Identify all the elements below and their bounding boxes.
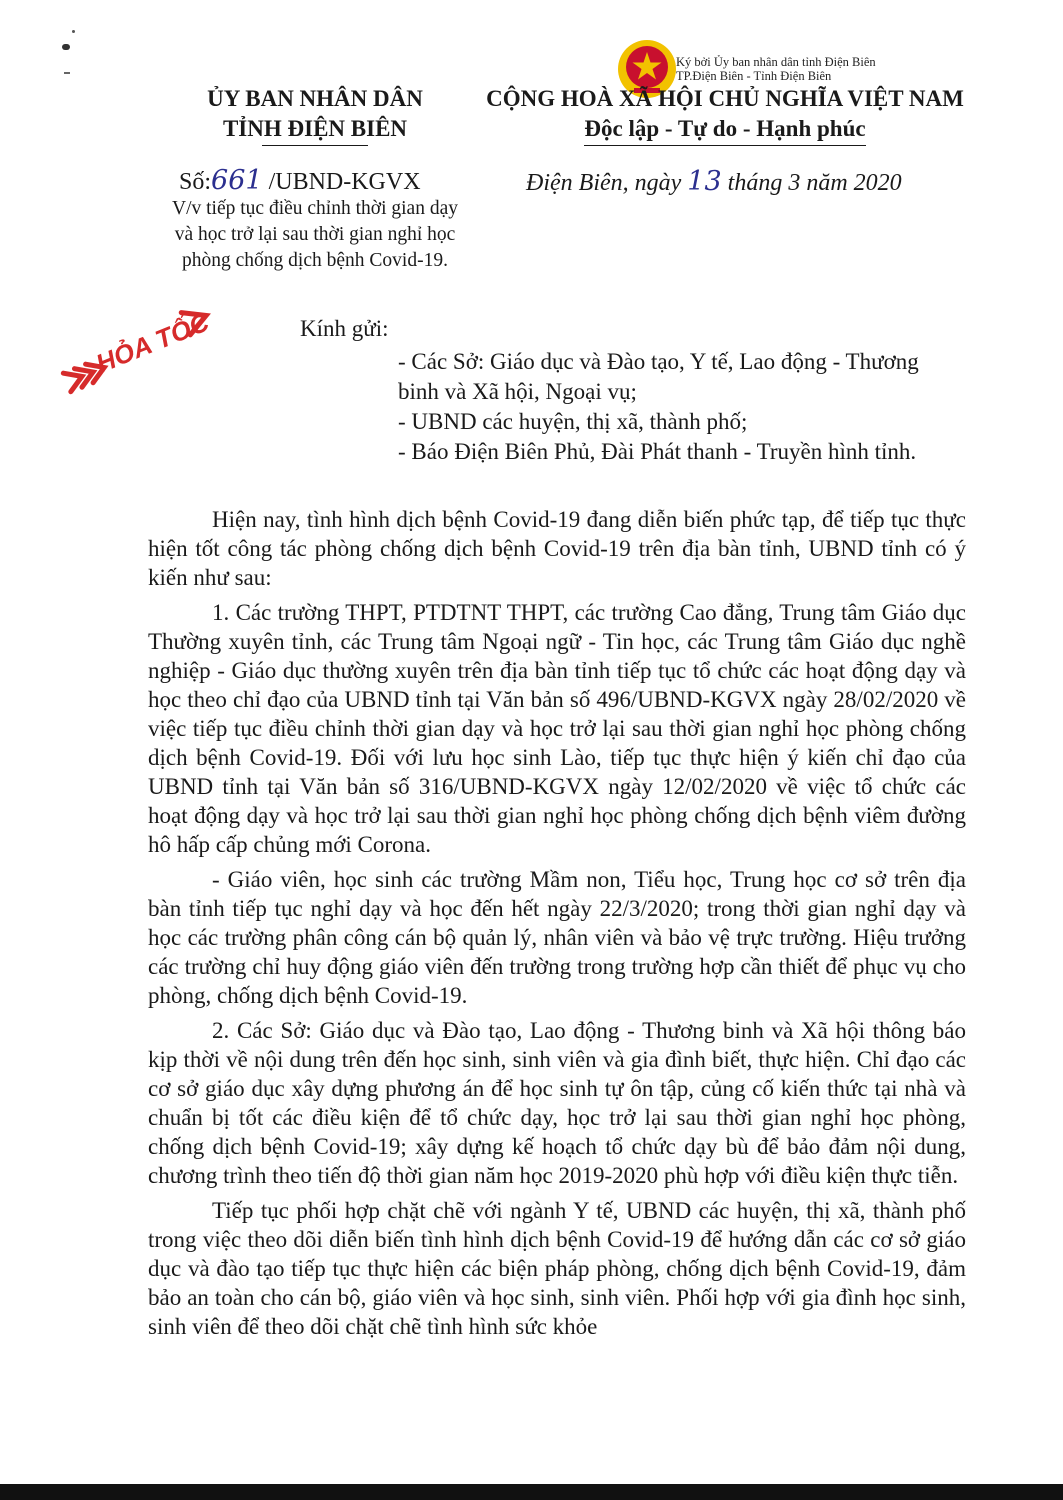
subject-line-1: V/v tiếp tục điều chỉnh thời gian dạy [172,198,458,219]
recipient-item: binh và Xã hội, Ngoại vụ; [398,379,637,404]
issuer-divider [262,145,368,146]
document-subject [150,196,480,274]
date-suffix: tháng 3 năm 2020 [727,170,902,196]
salutation: Kính gửi: [300,316,389,341]
issuer-header [150,84,480,144]
signature-line-1: Ký bởi Ủy ban nhân dân tỉnh Điện Biên [676,55,876,69]
issuer-line-2: TỈNH ĐIỆN BIÊN [222,116,408,141]
recipient-item: - UBND các huyện, thị xã, thành phố; [398,409,748,434]
subject-line-2: và học trở lại sau thời gian nghỉ học [174,224,456,245]
doc-number-suffix: /UBND-KGVX [268,169,421,195]
nation-title: CỘNG HOÀ XÃ HỘI CHỦ NGHĨA VIỆT NAM [486,86,964,111]
recipient-item: - Báo Điện Biên Phủ, Đài Phát thanh - Truyền hình tỉnh. [398,439,917,464]
date-prefix: Điện Biên, ngày [526,170,682,196]
signature-line-2: TP.Điện Biên - Tỉnh Điện Biên [676,69,832,83]
doc-number-handwritten: 661 [211,165,263,196]
doc-number-prefix: Số: [179,169,212,195]
urgent-stamp [42,288,252,408]
date-handwritten-day: 13 [687,166,722,197]
digital-signature-note [676,55,876,83]
document-date [526,166,902,197]
body-paragraph: Tiếp tục phối hợp chặt chẽ với ngành Y tế, UBND các huyện, thị xã, thành phố trong việc theo dõi diễn biến tình hình dịch bệnh Covid-19 để hướng dẫn các cơ sở giáo dục và đào tạo tiếp tục thực hiện các biện pháp phòng, chống dịch bệnh Covid-19, đảm bảo an toàn cho cán bộ, giáo viên và học sinh, sinh viên. Phối hợp với gia đình học sinh, sinh viên để theo dõi chặt chẽ tình hình sức khỏe [148,1198,966,1339]
body-paragraph: - Giáo viên, học sinh các trường Mầm non, Tiểu học, Trung học cơ sở trên địa bàn tỉnh tiếp tục nghỉ dạy và học đến hết ngày 22/3/2020; trong thời gian nghỉ dạy và học các trường phân công cán bộ quản lý, nhân viên và bảo vệ trực trường. Hiệu trưởng các trường chỉ huy động giáo viên đến trường trong trường hợp cần thiết để phục vụ cho phòng, chống dịch bệnh Covid-19. [148,867,966,1008]
nation-motto: Độc lập - Tự do - Hạnh phúc [584,114,865,146]
recipient-list [398,347,978,467]
document-number [179,165,421,196]
scan-bottom-edge [0,1484,1063,1500]
body-paragraph: Hiện nay, tình hình dịch bệnh Covid-19 đang diễn biến phức tạp, để tiếp tục thực hiện tốt công tác phòng chống dịch bệnh Covid-19 trên địa bàn tỉnh, UBND tỉnh có ý kiến như sau: [148,507,966,590]
document-body [148,505,966,1347]
body-paragraph: 2. Các Sở: Giáo dục và Đào tạo, Lao động - Thương binh và Xã hội thông báo kịp thời về nội dung trên đến học sinh, sinh viên và gia đình biết, thực hiện. Chỉ đạo các cơ sở giáo dục xây dựng phương án để học sinh tự ôn tập, củng cố kiến thức tại nhà và chuẩn bị tốt các điều kiện để tổ chức dạy, học trở lại sau thời gian nghỉ học phòng, chống dịch bệnh Covid-19; xây dựng kế hoạch tổ chức dạy bù để bảo đảm nội dung, chương trình theo tiến độ thời gian năm học 2019-2020 phù hợp với điều kiện thực tiễn. [148,1018,966,1188]
scan-speck [64,72,70,74]
national-header [465,84,985,146]
subject-line-3: phòng chống dịch bệnh Covid-19. [182,250,448,271]
body-paragraph: 1. Các trường THPT, PTDTNT THPT, các trường Cao đẳng, Trung tâm Giáo dục Thường xuyên tỉnh, các Trung tâm Ngoại ngữ - Tin học, các Trung tâm Giáo dục nghề nghiệp - Giáo dục thường xuyên trên địa bàn tỉnh tiếp tục tổ chức các hoạt động dạy và học theo chỉ đạo của UBND tỉnh tại Văn bản số 496/UBND-KGVX ngày 28/02/2020 về việc tiếp tục điều chỉnh thời gian dạy và học trở lại sau thời gian nghỉ học phòng chống dịch bệnh Covid-19. Đối với lưu học sinh Lào, tiếp tục thực hiện ý kiến chỉ đạo của UBND tỉnh tại Văn bản số 316/UBND-KGVX ngày 12/02/2020 về việc tổ chức các hoạt động dạy và học trở lại sau thời gian nghỉ học phòng chống dịch bệnh viêm đường hô hấp cấp chủng mới Corona. [148,600,966,857]
issuer-line-1: ỦY BAN NHÂN DÂN [207,86,423,111]
recipient-item: - Các Sở: Giáo dục và Đào tạo, Y tế, Lao động - Thương [398,349,919,374]
scan-speck [62,44,70,50]
scan-speck [72,30,75,33]
urgent-stamp-text: HỎA TỐC [91,306,214,379]
